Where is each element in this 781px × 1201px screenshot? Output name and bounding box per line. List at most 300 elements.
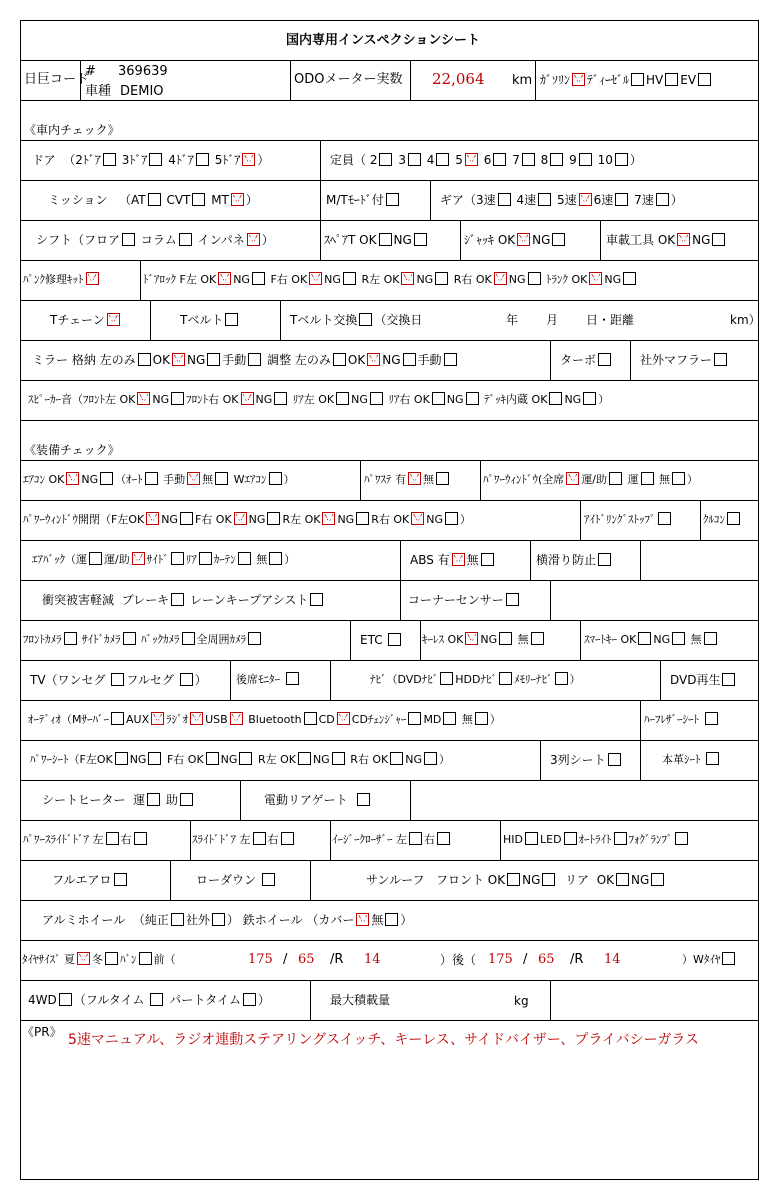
mirror-adjust-manual-checkbox[interactable] — [444, 353, 457, 366]
oneseg-checkbox[interactable] — [111, 673, 124, 686]
sd-right-checkbox[interactable] — [281, 832, 294, 845]
jack-ok-checkbox[interactable] — [517, 233, 530, 246]
row-divider — [20, 740, 759, 741]
row-divider — [20, 580, 759, 581]
smart-ok-checkbox[interactable] — [638, 632, 651, 645]
capacity4-checkbox[interactable] — [436, 153, 449, 166]
abs-none-checkbox[interactable] — [481, 553, 494, 566]
speaker-deck-ng-checkbox[interactable] — [583, 392, 596, 405]
pseat-rl-ng-checkbox[interactable] — [332, 752, 345, 765]
row-divider — [20, 380, 759, 381]
audio-none-checkbox[interactable] — [475, 712, 488, 725]
col-divider — [240, 780, 241, 820]
jack-ng-checkbox[interactable] — [552, 233, 565, 246]
col-divider — [500, 820, 501, 860]
leather-checkbox[interactable] — [706, 752, 719, 765]
pseat-fl-ng-checkbox[interactable] — [148, 752, 161, 765]
aircon-row: ｴｱｺﾝ OK NG （ｵｰﾄ 手動 無 Wｴｱｺﾝ ） — [23, 473, 295, 486]
tools-ng-checkbox[interactable] — [712, 233, 725, 246]
usb-checkbox[interactable] — [230, 712, 243, 725]
skid-checkbox[interactable] — [598, 553, 611, 566]
door-row: ドア （2ﾄﾞｱ 3ﾄﾞｱ 4ﾄﾞｱ 5ﾄﾞｱ ） — [32, 153, 270, 167]
sunroof-row: サンルーフ フロント OK NG リア OK NG — [366, 872, 666, 888]
pw-rl-ng-checkbox[interactable] — [356, 512, 369, 525]
cruise-row: ｸﾙｺﾝ — [703, 512, 742, 528]
rear-tire-width: 175 — [488, 952, 513, 967]
row-divider — [20, 540, 759, 541]
col-divider — [630, 340, 631, 380]
col-divider — [535, 60, 536, 100]
gear7-checkbox[interactable] — [656, 193, 669, 206]
row-divider — [20, 1020, 759, 1021]
pw-fl-ng-checkbox[interactable] — [180, 512, 193, 525]
col-divider — [310, 980, 311, 1020]
spare-ng-checkbox[interactable] — [414, 233, 427, 246]
mirror-adjust-left-checkbox[interactable] — [333, 353, 346, 366]
number-value: 369639 — [118, 64, 168, 79]
max-load-label: 最大積載量 — [330, 993, 391, 1007]
around-camera-checkbox[interactable] — [248, 632, 261, 645]
col-divider — [330, 820, 331, 860]
alu-oem-checkbox[interactable] — [171, 913, 184, 926]
door3-checkbox[interactable] — [149, 153, 162, 166]
etc-row: ETC — [360, 632, 403, 648]
pw-open-row: ﾊﾟﾜｰｳｨﾝﾄﾞｳ開閉（F左OK NG F右 OK NG R左 OK NG R右 OK NG ） — [23, 513, 471, 526]
row-divider — [20, 180, 759, 181]
mirror-fold-manual-checkbox[interactable] — [248, 353, 261, 366]
pr-text: 5速マニュアル、ラジオ連動ステアリングスイッチ、キーレス、サイドバイザー、プライバシーガラス — [68, 1032, 699, 1048]
airbag-dr-pass-checkbox[interactable] — [132, 552, 145, 565]
col-divider — [540, 740, 541, 780]
fullseg-checkbox[interactable] — [180, 673, 193, 686]
front-tire-width: 175 — [248, 952, 273, 967]
number-label: # — [85, 64, 96, 79]
floor-shift-checkbox[interactable] — [122, 233, 135, 246]
row-divider — [20, 660, 759, 661]
airbag-side-checkbox[interactable] — [171, 552, 184, 565]
radio-checkbox[interactable] — [190, 712, 203, 725]
col-divider — [430, 180, 431, 220]
row-divider — [20, 60, 759, 61]
speaker-fl-ng-checkbox[interactable] — [171, 392, 184, 405]
lock-fr-ok-checkbox[interactable] — [309, 272, 322, 285]
col-divider — [400, 580, 401, 620]
pseat-fr-ng-checkbox[interactable] — [239, 752, 252, 765]
speaker-row: ｽﾋﾟｰｶｰ音（ﾌﾛﾝﾄ左 OK NG ﾌﾛﾝﾄ右 OK NG ﾘｱ左 OK NG ﾘｱ右 OK NG ﾃﾞｯｷ内蔵 OK NG ） — [28, 393, 610, 406]
rear-monitor-row: 後席ﾓﾆﾀｰ — [236, 672, 301, 688]
model-value: DEMIO — [120, 84, 164, 99]
tools-ok-checkbox[interactable] — [677, 233, 690, 246]
pw-fr-ok-checkbox[interactable] — [234, 512, 247, 525]
swap-km: km） — [730, 313, 761, 327]
half-leather-checkbox[interactable] — [705, 712, 718, 725]
muffler-row: 社外マフラー — [640, 352, 729, 368]
pw-rr-ok-checkbox[interactable] — [411, 512, 424, 525]
speaker-rr-ok-checkbox[interactable] — [432, 392, 445, 405]
speaker-rr-ng-checkbox[interactable] — [466, 392, 479, 405]
puncture-kit-checkbox[interactable] — [86, 272, 99, 285]
fuel-options: ｶﾞｿﾘﾝ ﾃﾞｨｰｾﾞﾙ HV EV — [540, 72, 713, 88]
capacity2-checkbox[interactable] — [379, 153, 392, 166]
gasoline-checkbox[interactable] — [572, 73, 585, 86]
sunroof-front-ok-checkbox[interactable] — [507, 873, 520, 886]
navi-row: ﾅﾋﾞ（DVDﾅﾋﾞ HDDﾅﾋﾞ ﾒﾓﾘｰﾅﾋﾞ ） — [370, 673, 581, 686]
row-divider — [20, 780, 759, 781]
airbag-rear-checkbox[interactable] — [199, 552, 212, 565]
jack-row: ｼﾞｬｯｷ OK NG — [464, 232, 567, 248]
lowdown-checkbox[interactable] — [262, 873, 275, 886]
front-tire-ratio: 65 — [298, 952, 315, 967]
col-divider — [230, 660, 231, 700]
easy-right-checkbox[interactable] — [437, 832, 450, 845]
speaker-rl-ng-checkbox[interactable] — [370, 392, 383, 405]
ev-checkbox[interactable] — [698, 73, 711, 86]
aircon-ng-checkbox[interactable] — [100, 472, 113, 485]
capacity7-checkbox[interactable] — [522, 153, 535, 166]
col-divider — [310, 860, 311, 900]
keyless-ng-checkbox[interactable] — [499, 632, 512, 645]
airbag-dr-checkbox[interactable] — [89, 552, 102, 565]
tbelt-checkbox[interactable] — [225, 313, 238, 326]
4wd-checkbox[interactable] — [59, 993, 72, 1006]
alu-aftermarket-checkbox[interactable] — [212, 913, 225, 926]
mt-mode-row: M/Tﾓｰﾄﾞ付 — [326, 192, 401, 208]
back-camera-checkbox[interactable] — [182, 632, 195, 645]
skid-row: 横滑り防止 — [536, 552, 613, 568]
mt-checkbox[interactable] — [231, 193, 244, 206]
row-divider — [20, 900, 759, 901]
pw-dr-checkbox[interactable] — [641, 472, 654, 485]
capacity3-checkbox[interactable] — [408, 153, 421, 166]
diesel-checkbox[interactable] — [631, 73, 644, 86]
col-divider — [410, 60, 411, 100]
third-row-checkbox[interactable] — [608, 753, 621, 766]
capacity8-checkbox[interactable] — [550, 153, 563, 166]
pw-none-checkbox[interactable] — [672, 472, 685, 485]
idle-stop-row: ｱｲﾄﾞﾘﾝｸﾞｽﾄｯﾌﾟ — [584, 512, 673, 528]
airbag-curtain-checkbox[interactable] — [238, 552, 251, 565]
lock-rr-ok-checkbox[interactable] — [494, 272, 507, 285]
puncture-kit-row: ﾊﾟﾝｸ修理ｷｯﾄ — [23, 272, 101, 288]
gear6-checkbox[interactable] — [615, 193, 628, 206]
foglamp-checkbox[interactable] — [675, 832, 688, 845]
memory-navi-checkbox[interactable] — [555, 672, 568, 685]
etc-checkbox[interactable] — [388, 633, 401, 646]
speaker-fr-ok-checkbox[interactable] — [241, 392, 254, 405]
rear-monitor-checkbox[interactable] — [286, 672, 299, 685]
parttime-checkbox[interactable] — [243, 993, 256, 1006]
col-divider — [550, 340, 551, 380]
heater-dr-checkbox[interactable] — [147, 793, 160, 806]
col-divider — [400, 540, 401, 580]
speaker-deck-ok-checkbox[interactable] — [549, 392, 562, 405]
camera-row: ﾌﾛﾝﾄｶﾒﾗ ｻｲﾄﾞｶﾒﾗ ﾊﾞｯｸｶﾒﾗ 全周囲ｶﾒﾗ — [23, 632, 263, 648]
psd-right-checkbox[interactable] — [134, 832, 147, 845]
slide-door-row: ｽﾗｲﾄﾞﾄﾞｱ 左 右 — [192, 832, 296, 848]
side-camera-checkbox[interactable] — [123, 632, 136, 645]
odo-unit: km — [512, 73, 533, 88]
pw-all-checkbox[interactable] — [566, 472, 579, 485]
rear-tire-ratio: 65 — [538, 952, 555, 967]
col-divider — [640, 540, 641, 580]
lock-rl-ng-checkbox[interactable] — [435, 272, 448, 285]
lowdown-row: ローダウン — [196, 872, 277, 888]
lane-keep-checkbox[interactable] — [310, 593, 323, 606]
cd-changer-checkbox[interactable] — [408, 712, 421, 725]
col-divider — [350, 620, 351, 660]
wtire-row: ）Wﾀｲﾔ — [682, 952, 737, 968]
pseat-rr-ng-checkbox[interactable] — [424, 752, 437, 765]
col-divider — [150, 300, 151, 340]
hdd-navi-checkbox[interactable] — [499, 672, 512, 685]
col-divider — [640, 740, 641, 780]
capacity6-checkbox[interactable] — [493, 153, 506, 166]
tools-row: 車載工具 OK NG — [606, 232, 727, 248]
abs-yes-checkbox[interactable] — [452, 553, 465, 566]
door5-checkbox[interactable] — [242, 153, 255, 166]
column-shift-checkbox[interactable] — [179, 233, 192, 246]
pw-rl-ok-checkbox[interactable] — [322, 512, 335, 525]
col-divider — [580, 620, 581, 660]
cruise-checkbox[interactable] — [727, 512, 740, 525]
power-slide-row: ﾊﾟﾜｰｽﾗｲﾄﾞﾄﾞｱ 左 右 — [23, 832, 149, 848]
turbo-row: ターボ — [560, 352, 613, 368]
mission-row: ミッション （AT CVT MT ） — [48, 193, 258, 207]
capacity-row: 定員（ 2 3 4 5 6 7 8 9 10 ） — [330, 153, 642, 167]
row-divider — [20, 140, 759, 141]
swap-day-distance: 日・距離 — [586, 313, 635, 327]
summer-tire-checkbox[interactable] — [77, 952, 90, 965]
tbelt-row: Tベルト — [180, 312, 240, 328]
sheet-title: 国内専用インスペクションシート — [286, 33, 481, 48]
airbag-none-checkbox[interactable] — [269, 552, 282, 565]
smart-key-row: ｽﾏｰﾄｷｰ OK NG 無 — [584, 632, 719, 648]
smart-none-checkbox[interactable] — [704, 632, 717, 645]
muffler-checkbox[interactable] — [714, 353, 727, 366]
dvd-checkbox[interactable] — [722, 673, 735, 686]
col-divider — [280, 300, 281, 340]
col-divider — [290, 60, 291, 100]
doorlock-row: ﾄﾞｱﾛｯｸ F左 OK NG F右 OK NG R左 OK NG R右 OK NG ﾄﾗﾝｸ OK NG — [143, 272, 638, 288]
lock-rl-ok-checkbox[interactable] — [401, 272, 414, 285]
max-load-unit: kg — [514, 994, 529, 1008]
row-divider — [20, 300, 759, 301]
pseat-rl-ok-checkbox[interactable] — [298, 752, 311, 765]
front-camera-checkbox[interactable] — [64, 632, 77, 645]
pw-fl-ok-checkbox[interactable] — [146, 512, 159, 525]
heater-pass-checkbox[interactable] — [180, 793, 193, 806]
capacity5-checkbox[interactable] — [465, 153, 478, 166]
hv-checkbox[interactable] — [665, 73, 678, 86]
aircon-none-checkbox[interactable] — [215, 472, 228, 485]
row-divider — [20, 420, 759, 421]
row-divider — [20, 940, 759, 941]
at-checkbox[interactable] — [148, 193, 161, 206]
pw-rr-ng-checkbox[interactable] — [445, 512, 458, 525]
door4-checkbox[interactable] — [196, 153, 209, 166]
mirror-adjust-ok-checkbox[interactable] — [367, 353, 380, 366]
fulltime-checkbox[interactable] — [150, 993, 163, 1006]
sunroof-rear-ok-checkbox[interactable] — [616, 873, 629, 886]
col-divider — [320, 180, 321, 220]
easy-left-checkbox[interactable] — [409, 832, 422, 845]
cd-checkbox[interactable] — [337, 712, 350, 725]
md-checkbox[interactable] — [443, 712, 456, 725]
row-divider — [20, 700, 759, 701]
led-checkbox[interactable] — [564, 832, 577, 845]
speaker-fl-ok-checkbox[interactable] — [137, 392, 150, 405]
speaker-rl-ok-checkbox[interactable] — [336, 392, 349, 405]
liftgate-checkbox[interactable] — [357, 793, 370, 806]
turbo-checkbox[interactable] — [598, 353, 611, 366]
inpane-shift-checkbox[interactable] — [247, 233, 260, 246]
cvt-checkbox[interactable] — [192, 193, 205, 206]
hid-checkbox[interactable] — [525, 832, 538, 845]
keyless-none-checkbox[interactable] — [531, 632, 544, 645]
col-divider — [190, 820, 191, 860]
half-leather-row: ﾊｰﾌﾚｻﾞｰｼｰﾄ — [644, 712, 720, 728]
idle-stop-checkbox[interactable] — [658, 512, 671, 525]
tbelt-swap-checkbox[interactable] — [359, 313, 372, 326]
aux-checkbox[interactable] — [151, 712, 164, 725]
lock-trunk-ok-checkbox[interactable] — [589, 272, 602, 285]
dvd-row: DVD再生 — [670, 672, 737, 688]
4wd-row: 4WD （フルタイム パートタイム ） — [28, 993, 270, 1007]
door2-checkbox[interactable] — [103, 153, 116, 166]
spare-ok-checkbox[interactable] — [379, 233, 392, 246]
col-divider — [140, 260, 141, 300]
mirror-fold-left-checkbox[interactable] — [138, 353, 151, 366]
front-tire-rim: 14 — [364, 952, 381, 967]
capacity9-checkbox[interactable] — [579, 153, 592, 166]
rear-tire-r-label: /R — [570, 952, 584, 967]
sd-left-checkbox[interactable] — [253, 832, 266, 845]
capacity10-checkbox[interactable] — [615, 153, 628, 166]
steel-none-checkbox[interactable] — [385, 913, 398, 926]
audio-row: ｵｰﾃﾞｨｵ（Mｻｰﾊﾞｰ AUX ﾗｼﾞｵ USB Bluetooth CD CDﾁｪﾝｼﾞｬｰ MD 無 ） — [28, 713, 501, 726]
row-divider — [20, 340, 759, 341]
aircon-ok-checkbox[interactable] — [66, 472, 79, 485]
wheel-row: アルミホイール （純正 社外 ） 鉄ホイール （カバー 無 ） — [42, 913, 413, 927]
pst-none-checkbox[interactable] — [436, 472, 449, 485]
row-divider — [20, 820, 759, 821]
gear5-checkbox[interactable] — [579, 193, 592, 206]
bluetooth-checkbox[interactable] — [304, 712, 317, 725]
smart-ng-checkbox[interactable] — [672, 632, 685, 645]
odo-value: 22,064 — [432, 70, 485, 88]
front-tire-slash: / — [283, 952, 288, 967]
easy-closer-row: ｲｰｼﾞｰｸﾛｰｻﾞｰ 左 右 — [332, 832, 452, 848]
pst-yes-checkbox[interactable] — [408, 472, 421, 485]
code-label: 日巨コード — [24, 72, 90, 87]
tchain-checkbox[interactable] — [107, 313, 120, 326]
pseat-rr-ok-checkbox[interactable] — [390, 752, 403, 765]
lock-rr-ng-checkbox[interactable] — [528, 272, 541, 285]
mirror-row: ミラー 格納 左のみ OK NG 手動 調整 左のみ OK NG 手動 — [32, 352, 459, 368]
power-window-row: ﾊﾟﾜｰｳｨﾝﾄﾞｳ(全席 運/助 運 無 ） — [483, 473, 699, 486]
col-divider — [320, 140, 321, 180]
col-divider — [600, 220, 601, 260]
col-divider — [360, 460, 361, 500]
lock-fr-ng-checkbox[interactable] — [343, 272, 356, 285]
leather-seat-row: 本革ｼｰﾄ — [662, 752, 721, 768]
row-divider — [20, 860, 759, 861]
w-tire-checkbox[interactable] — [722, 952, 735, 965]
mirror-fold-ng-checkbox[interactable] — [207, 353, 220, 366]
col-divider — [320, 220, 321, 260]
aero-checkbox[interactable] — [114, 873, 127, 886]
aircon-w-checkbox[interactable] — [269, 472, 282, 485]
equipment-section-label: 《装備チェック》 — [24, 443, 120, 457]
interior-section-label: 《車内チェック》 — [24, 123, 120, 137]
corner-sensor-row: コーナーセンサー — [408, 592, 521, 608]
psd-left-checkbox[interactable] — [106, 832, 119, 845]
speaker-fr-ng-checkbox[interactable] — [274, 392, 287, 405]
col-divider — [460, 220, 461, 260]
aircon-manual-checkbox[interactable] — [187, 472, 200, 485]
rear-tire-rim: 14 — [604, 952, 621, 967]
sunroof-rear-ng-checkbox[interactable] — [651, 873, 664, 886]
gear3-checkbox[interactable] — [498, 193, 511, 206]
lock-fl-ng-checkbox[interactable] — [252, 272, 265, 285]
dvd-navi-checkbox[interactable] — [440, 672, 453, 685]
spare-tire-row: ｽﾍﾟｱT OK NG — [324, 232, 429, 248]
corner-sensor-checkbox[interactable] — [506, 593, 519, 606]
col-divider — [700, 500, 701, 540]
tchain-row: Tチェーン — [50, 312, 122, 328]
swap-month: 月 — [546, 313, 559, 327]
lock-fl-ok-checkbox[interactable] — [218, 272, 231, 285]
gear4-checkbox[interactable] — [538, 193, 551, 206]
rear-tire-slash: / — [523, 952, 528, 967]
keyless-row: ｷｰﾚｽ OK NG 無 — [422, 632, 546, 648]
pw-dr-pass-checkbox[interactable] — [609, 472, 622, 485]
row-divider — [20, 220, 759, 221]
winter-tire-checkbox[interactable] — [105, 952, 118, 965]
tv-row: TV（ワンセグ フルセグ ） — [30, 673, 207, 687]
collision-brake-checkbox[interactable] — [171, 593, 184, 606]
row-divider — [20, 260, 759, 261]
airbag-row: ｴｱﾊﾞｯｸ（運 運/助 ｻｲﾄﾞ ﾘｱ ｶｰﾃﾝ 無 ） — [32, 553, 296, 566]
shift-row: シフト（フロア コラム インパネ ） — [36, 233, 274, 247]
mirror-adjust-ng-checkbox[interactable] — [403, 353, 416, 366]
keyless-ok-checkbox[interactable] — [465, 632, 478, 645]
van-tire-checkbox[interactable] — [139, 952, 152, 965]
row-divider — [20, 500, 759, 501]
pseat-fr-ok-checkbox[interactable] — [206, 752, 219, 765]
col-divider — [420, 620, 421, 660]
lock-trunk-ng-checkbox[interactable] — [623, 272, 636, 285]
front-tire-r-label: /R — [330, 952, 344, 967]
pr-label: 《PR》 — [22, 1025, 62, 1039]
pw-fr-ng-checkbox[interactable] — [267, 512, 280, 525]
mirror-fold-ok-checkbox[interactable] — [172, 353, 185, 366]
col-divider — [170, 860, 171, 900]
pseat-fl-ok-checkbox[interactable] — [115, 752, 128, 765]
col-divider — [640, 700, 641, 740]
msurver-checkbox[interactable] — [111, 712, 124, 725]
row-divider — [20, 100, 759, 101]
swap-year: 年 — [506, 313, 519, 327]
power-seat-row: ﾊﾟﾜｰｼｰﾄ（F左OK NG F右 OK NG R左 OK NG R右 OK NG ） — [30, 753, 450, 766]
steel-cover-checkbox[interactable] — [356, 913, 369, 926]
col-divider — [480, 460, 481, 500]
sunroof-front-ng-checkbox[interactable] — [542, 873, 555, 886]
autolight-checkbox[interactable] — [614, 832, 627, 845]
row-divider — [20, 460, 759, 461]
mt-mode-checkbox[interactable] — [386, 193, 399, 206]
aircon-auto-checkbox[interactable] — [145, 472, 158, 485]
